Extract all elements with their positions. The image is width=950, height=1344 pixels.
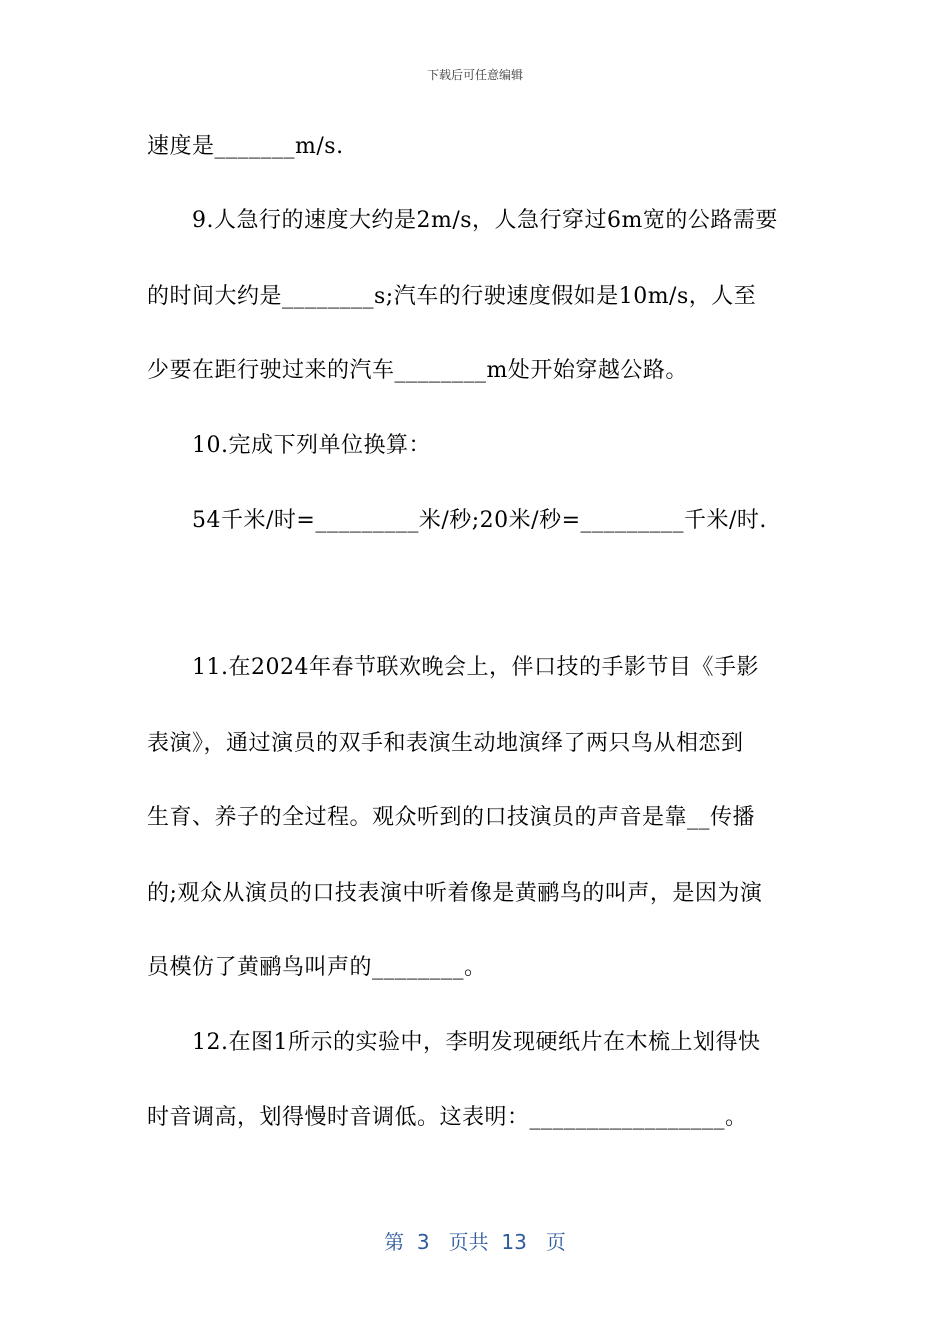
page-header: 下载后可任意编辑 bbox=[426, 68, 523, 82]
question-11-line-2: 表演》，通过演员的双手和表演生动地演绎了两只鸟从相恋到 bbox=[147, 731, 744, 756]
question-11-line-3: 生育、养子的全过程。观众听到的口技演员的声音是靠__传播 bbox=[147, 805, 756, 830]
question-12-line-1: 12.在图1所示的实验中，李明发现硬纸片在木梳上划得快 bbox=[192, 1030, 761, 1055]
question-9-line-1: 9.人急行的速度大约是2m/s，人急行穿过6m宽的公路需要 bbox=[192, 208, 778, 233]
question-10-title: 10.完成下列单位换算： bbox=[192, 433, 431, 458]
text-line-speed-blank: 速度是_______m/s. bbox=[147, 134, 344, 159]
question-11-line-1: 11.在2024年春节联欢晚会上，伴口技的手影节目《手影 bbox=[192, 655, 759, 680]
page-footer: 第 3 页共 13 页 bbox=[384, 1230, 566, 1254]
question-10-conversion: 54千米/时=_________米/秒;20米/秒=_________千米/时. bbox=[192, 508, 767, 533]
question-11-line-4: 的;观众从演员的口技表演中听着像是黄鹂鸟的叫声，是因为演 bbox=[147, 881, 763, 906]
question-9-line-3: 少要在距行驶过来的汽车________m处开始穿越公路。 bbox=[147, 358, 688, 383]
question-11-line-5: 员模仿了黄鹂鸟叫声的________。 bbox=[147, 955, 487, 980]
question-12-line-2: 时音调高，划得慢时音调低。这表明：_________________。 bbox=[147, 1105, 748, 1130]
question-9-line-2: 的时间大约是________s;汽车的行驶速度假如是10m/s，人至 bbox=[147, 284, 757, 309]
